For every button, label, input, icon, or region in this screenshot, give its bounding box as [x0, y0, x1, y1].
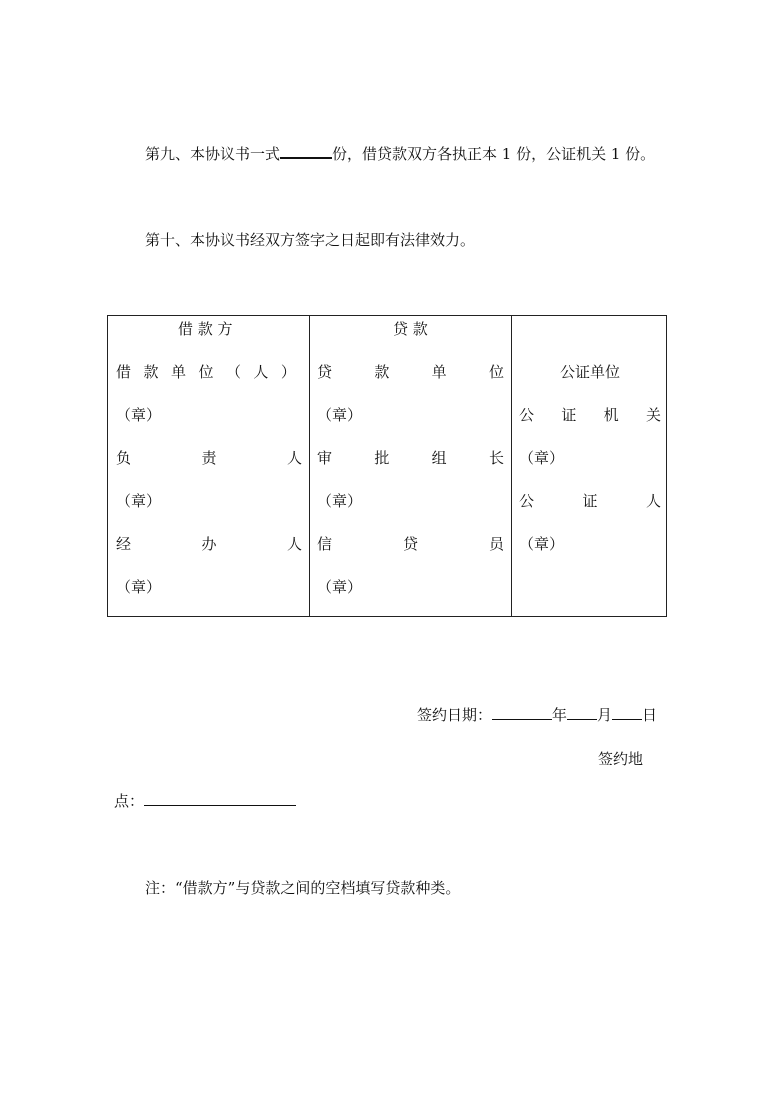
label-char: ） [280, 363, 296, 381]
label-char: 办 [201, 535, 217, 553]
label-char: 批 [374, 449, 390, 467]
label-char: 贷 [317, 363, 333, 381]
place-blank [144, 791, 296, 806]
label-char: 审 [317, 449, 333, 467]
day-blank [612, 705, 642, 720]
month-blank [567, 705, 597, 720]
notary-unit-label: 公证单位 [560, 363, 621, 381]
notary-office-label [519, 404, 661, 425]
label-char: 长 [488, 449, 504, 467]
clause-nine [145, 143, 655, 164]
lender-seal-1: （章） [317, 406, 363, 424]
borrower-responsible-label [116, 447, 302, 468]
year-label: 年 [552, 706, 568, 724]
label-char: 公 [519, 406, 535, 424]
month-label: 月 [597, 706, 613, 724]
lender-officer-label [317, 533, 504, 554]
label-char: 贷 [402, 535, 418, 553]
borrower-header: 借 款 方 [178, 320, 233, 338]
label-char: 关 [645, 406, 661, 424]
label-char: 人 [645, 492, 661, 510]
borrower-seal-3: （章） [116, 578, 162, 596]
lender-unit-label [317, 361, 504, 382]
borrower-seal-1: （章） [116, 406, 162, 424]
label-char: 款 [143, 363, 159, 381]
signature-table [107, 315, 667, 617]
lender-seal-2: （章） [317, 492, 363, 510]
notary-person-label [519, 490, 661, 511]
signing-place-line [114, 790, 296, 811]
clause-ten: 第十、本协议书经双方签字之日起即有法律效力。 [145, 231, 476, 249]
signing-place-label: 签约地 [598, 750, 644, 768]
lender-seal-3: （章） [317, 578, 363, 596]
label-char: 证 [561, 406, 577, 424]
notary-seal-2: （章） [519, 535, 565, 553]
label-char: 借 [116, 363, 132, 381]
label-char: 负 [116, 449, 132, 467]
label-char: （ [225, 363, 241, 381]
borrower-seal-2: （章） [116, 492, 162, 510]
notary-seal-1: （章） [519, 449, 565, 467]
borrower-handler-label [116, 533, 302, 554]
label-char: 人 [286, 449, 302, 467]
day-label: 日 [642, 706, 658, 724]
signing-date-label: 签约日期： [417, 706, 493, 724]
label-char: 责 [201, 449, 217, 467]
year-blank [492, 705, 552, 720]
lender-approver-label [317, 447, 504, 468]
label-char: 组 [431, 449, 447, 467]
clause-nine-after: 份，借贷款双方各执正本 1 份，公证机关 1 份。 [332, 145, 656, 163]
signing-date [417, 704, 657, 725]
label-char: 位 [488, 363, 504, 381]
label-char: 公 [519, 492, 535, 510]
label-char: 员 [488, 535, 504, 553]
label-char: 证 [582, 492, 598, 510]
lender-header: 贷 款 [393, 320, 428, 338]
label-char: 款 [374, 363, 390, 381]
label-char: 人 [253, 363, 269, 381]
copies-blank [280, 143, 332, 159]
column-divider-2 [511, 316, 512, 616]
label-char: 经 [116, 535, 132, 553]
footnote: 注：“借款方”与贷款之间的空档填写贷款种类。 [145, 879, 461, 897]
label-char: 机 [603, 406, 619, 424]
label-char: 位 [198, 363, 214, 381]
column-divider-1 [309, 316, 310, 616]
label-char: 单 [170, 363, 186, 381]
borrower-unit-label [116, 361, 296, 382]
label-char: 单 [431, 363, 447, 381]
label-char: 信 [317, 535, 333, 553]
clause-nine-before: 第九、本协议书一式 [145, 145, 281, 163]
label-char: 人 [286, 535, 302, 553]
signing-place-label-cont: 点： [114, 792, 145, 810]
